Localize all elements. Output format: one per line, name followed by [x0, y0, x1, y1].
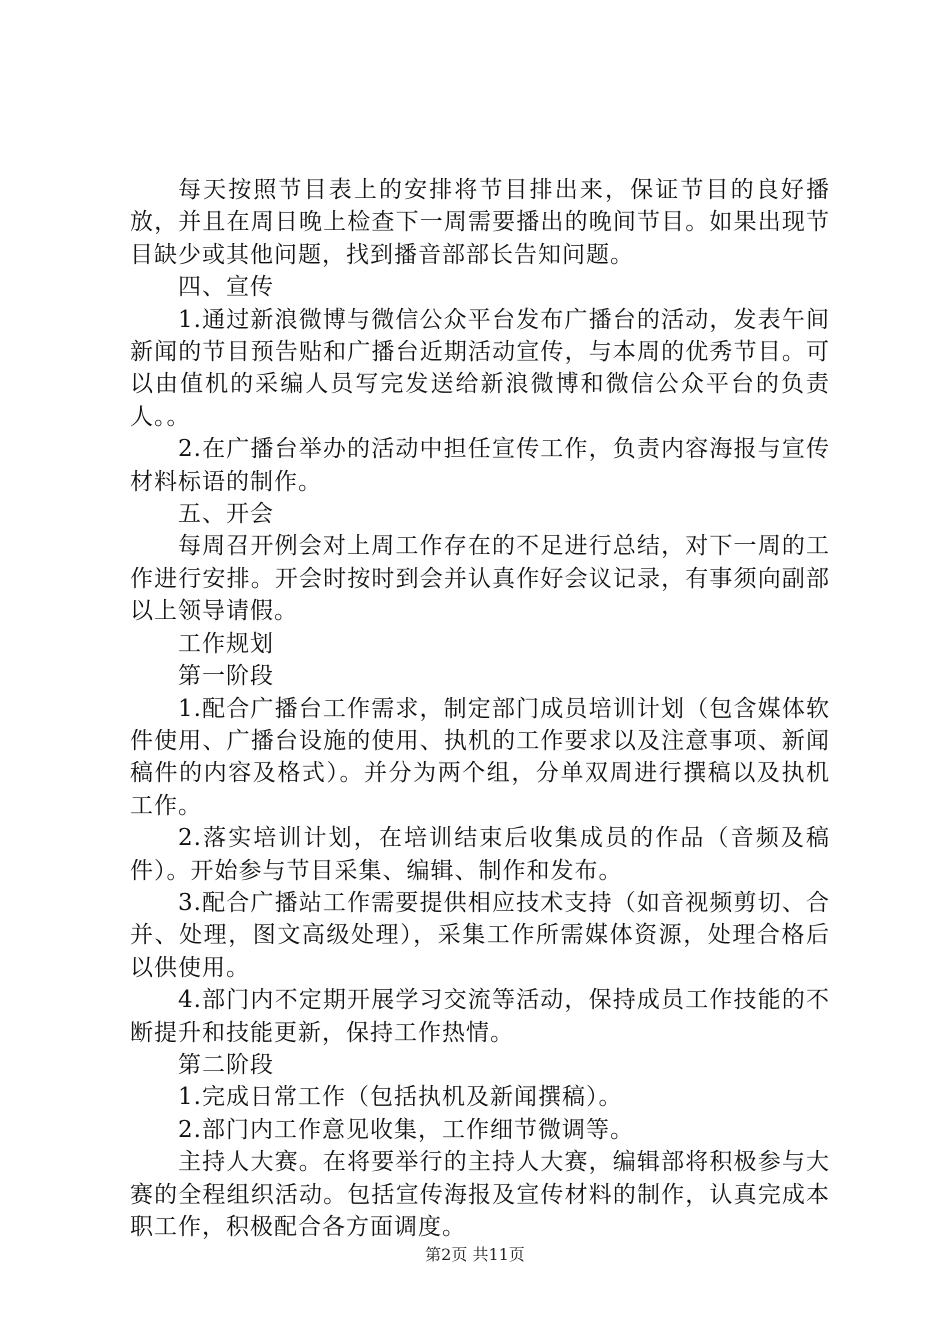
paragraph-stage-one-2: 2.落实培训计划，在培训结束后收集成员的作品（音频及稿件）。开始参与节目采集、编辑、制作和发布。	[130, 825, 830, 884]
paragraph-meeting: 每周召开例会对上周工作存在的不足进行总结，对下一周的工作进行安排。开会时按时到会并认真作好会议记录，有事须向副部以上领导请假。	[130, 533, 830, 625]
page-number-footer: 第2页 共11页	[425, 1245, 525, 1264]
paragraph-stage-two-1: 1.完成日常工作（包括执机及新闻撰稿）。	[178, 1084, 623, 1111]
paragraph-stage-two-2: 2.部门内工作意见收集，工作细节微调等。	[178, 1116, 634, 1143]
paragraph-stage-one-3: 3.配合广播站工作需要提供相应技术支持（如音视频剪切、合并、处理，图文高级处理），采集工作所需媒体资源，处理合格后以供使用。	[130, 889, 830, 981]
heading-stage-one: 第一阶段	[178, 663, 274, 690]
heading-work-plan: 工作规划	[178, 630, 274, 657]
paragraph-host-contest: 主持人大赛。在将要举行的主持人大赛，编辑部将积极参与大赛的全程组织活动。包括宣传海报及宣传材料的制作，认真完成本职工作，积极配合各方面调度。	[130, 1149, 830, 1240]
paragraph-schedule: 每天按照节目表上的安排将节目排出来，保证节目的良好播放，并且在周日晚上检查下一周需要播出的晚间节目。如果出现节目缺少或其他问题，找到播音部部长告知问题。	[130, 177, 830, 268]
paragraph-stage-one-4: 4.部门内不定期开展学习交流等活动，保持成员工作技能的不断提升和技能更新，保持工作热情。	[130, 987, 830, 1046]
document-body	[130, 174, 830, 1243]
paragraph-stage-one-1: 1.配合广播台工作需求，制定部门成员培训计划（包含媒体软件使用、广播台设施的使用、执机的工作要求以及注意事项、新闻稿件的内容及格式）。并分为两个组，分单双周进行撰稿以及执机工作。	[130, 695, 830, 819]
heading-publicity: 四、宣传	[178, 274, 274, 301]
heading-meeting: 五、开会	[178, 501, 274, 528]
paragraph-publicity-1: 1.通过新浪微博与微信公众平台发布广播台的活动，发表午间新闻的节目预告贴和广播台近期活动宣传，与本周的优秀节目。可以由值机的采编人员写完发送给新浪微博和微信公众平台的负责人。。	[130, 306, 830, 430]
paragraph-publicity-2: 2.在广播台举办的活动中担任宣传工作，负责内容海报与宣传材料标语的制作。	[130, 436, 830, 495]
heading-stage-two: 第二阶段	[178, 1051, 274, 1078]
